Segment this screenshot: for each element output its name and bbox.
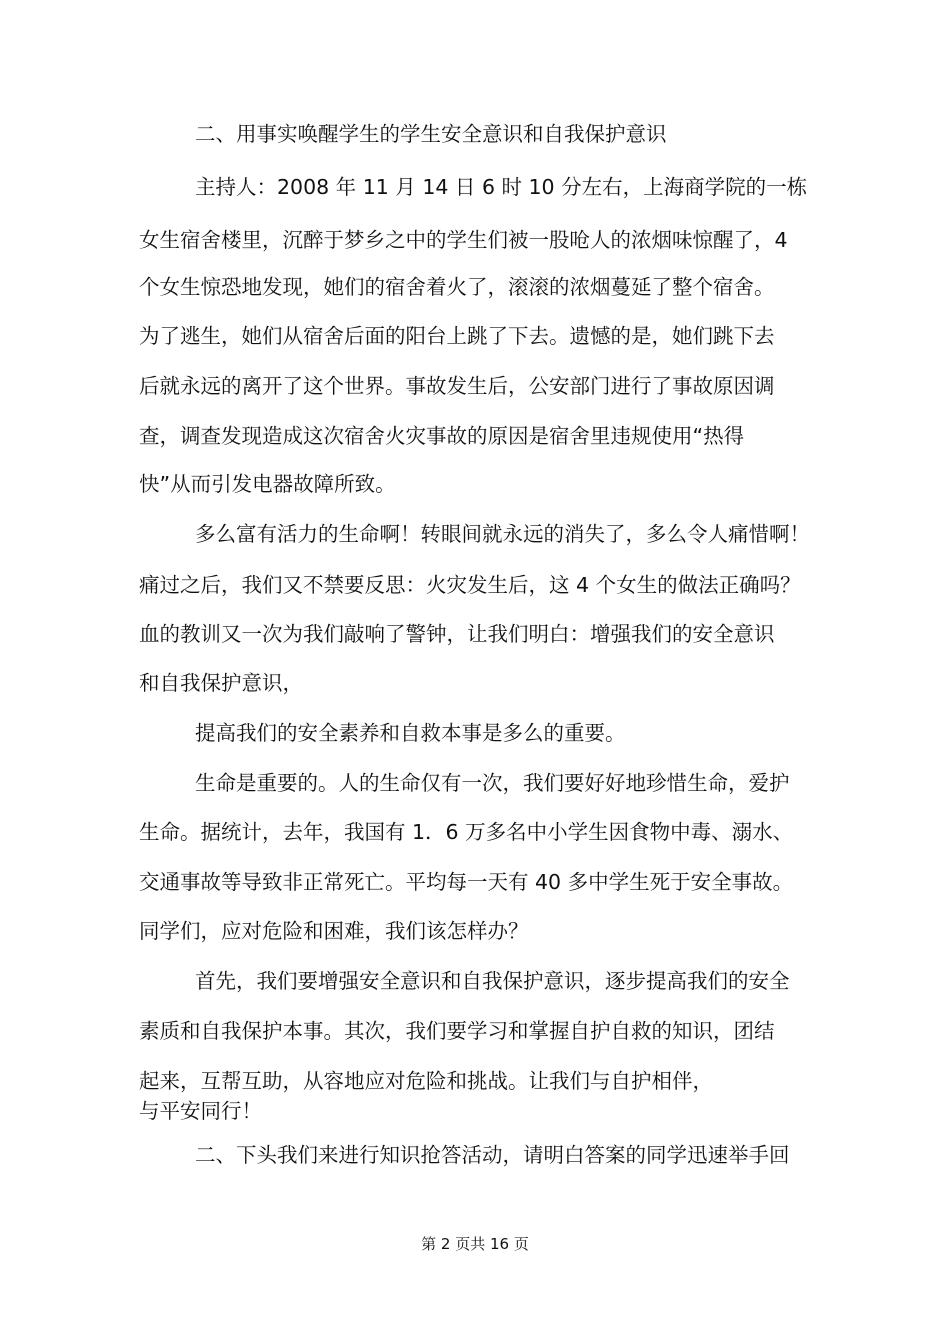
text-line: 素质和自我保护本事。其次，我们要学习和掌握自护自救的知识，团结: [139, 1019, 775, 1043]
text-line: 起来，互帮互助，从容地应对危险和挑战。让我们与自护相伴，: [139, 1069, 713, 1093]
section-heading-1: 二、用事实唤醒学生的学生安全意识和自我保护意识: [195, 122, 667, 146]
section-heading-2: 二、下头我们来进行知识抢答活动，请明白答案的同学迅速举手回: [195, 1143, 790, 1167]
text-line: 查，调查发现造成这次宿舍火灾事故的原因是宿舍里违规使用“热得: [139, 424, 745, 448]
page-number-footer: 第 2 页共 16 页: [421, 1235, 529, 1253]
text-line: 后就永远的离开了这个世界。事故发生后，公安部门进行了事故原因调: [139, 374, 775, 398]
text-line: 血的教训又一次为我们敲响了警钟，让我们明白：增强我们的安全意识: [139, 622, 775, 646]
text-line: 生命是重要的。人的生命仅有一次，我们要好好地珍惜生命，爱护: [195, 771, 790, 795]
text-line: 主持人：2008 年 11 月 14 日 6 时 10 分左右，上海商学院的一栋: [195, 175, 808, 199]
text-line: 首先，我们要增强安全意识和自我保护意识，逐步提高我们的安全: [195, 969, 790, 993]
text-line: 提高我们的安全素养和自救本事是多么的重要。: [195, 721, 626, 745]
text-line: 与平安同行！: [139, 1099, 262, 1123]
text-line: 同学们，应对危险和困难，我们该怎样办？: [139, 919, 529, 943]
text-line: 为了逃生，她们从宿舍后面的阳台上跳了下去。遗憾的是，她们跳下去: [139, 324, 775, 348]
text-line: 快”从而引发电器故障所致。: [139, 472, 396, 496]
text-line: 生命。据统计，去年，我国有 1．6 万多名中小学生因食物中毒、溺水、: [139, 820, 794, 844]
text-line: 和自我保护意识，: [139, 671, 303, 695]
text-line: 女生宿舍楼里，沉醉于梦乡之中的学生们被一股呛人的浓烟味惊醒了，4: [139, 228, 788, 252]
text-line: 个女生惊恐地发现，她们的宿舍着火了，滚滚的浓烟蔓延了整个宿舍。: [139, 275, 775, 299]
text-line: 多么富有活力的生命啊！转眼间就永远的消失了，多么令人痛惜啊！: [195, 522, 810, 546]
text-line: 交通事故等导致非正常死亡。平均每一天有 40 多中学生死于安全事故。: [139, 870, 794, 894]
text-line: 痛过之后，我们又不禁要反思：火灾发生后，这 4 个女生的做法正确吗？: [139, 573, 801, 597]
